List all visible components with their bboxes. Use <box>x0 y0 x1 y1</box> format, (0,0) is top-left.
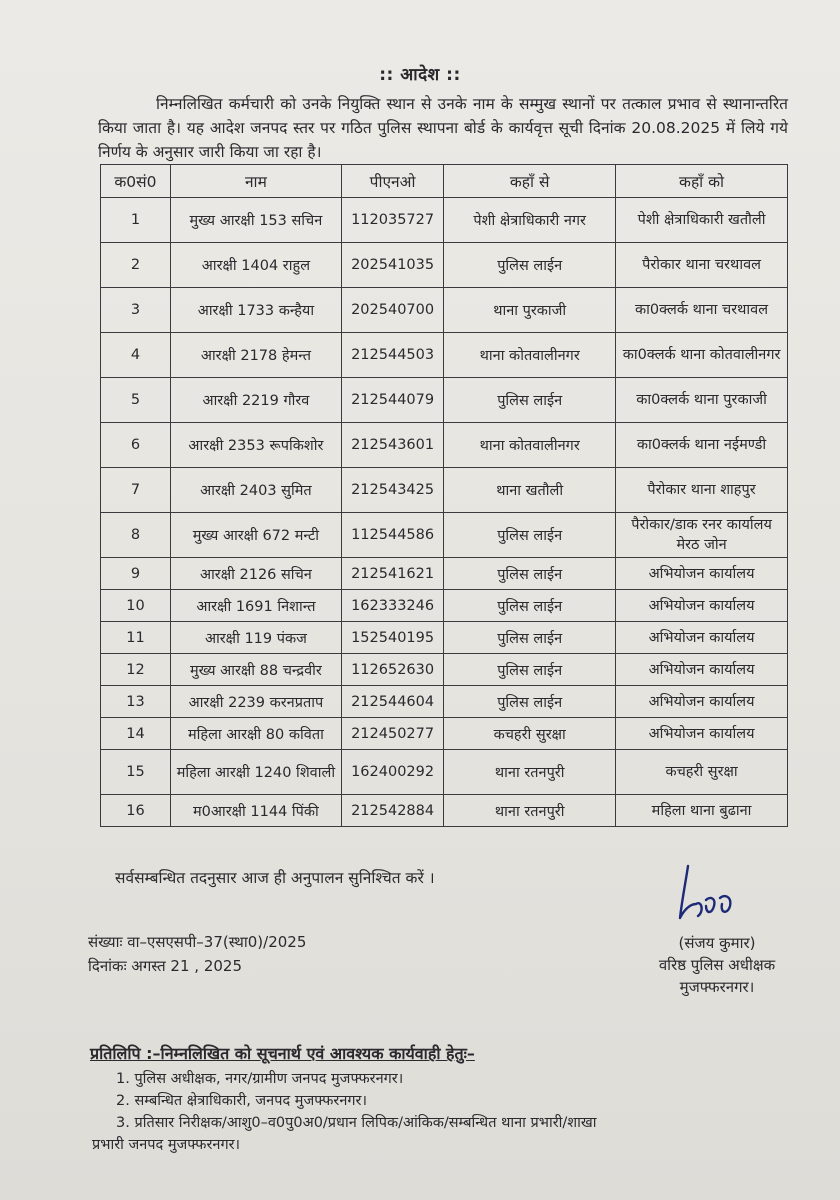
cell-sno: 1 <box>101 198 171 243</box>
table-row <box>101 333 788 378</box>
cell-sno: 13 <box>101 686 171 718</box>
cell-sno: 10 <box>101 590 171 622</box>
cell-pno: 212542884 <box>341 795 443 827</box>
cell-pno: 162400292 <box>341 750 443 795</box>
table-row <box>101 558 788 590</box>
cell-sno: 11 <box>101 622 171 654</box>
col-header-from: कहाँ से <box>444 165 616 198</box>
cell-pno: 202540700 <box>341 288 443 333</box>
signature-image <box>640 860 800 930</box>
officer-block <box>632 932 802 998</box>
cell-from: थाना पुरकाजी <box>444 288 616 333</box>
table-row <box>101 423 788 468</box>
cell-sno: 3 <box>101 288 171 333</box>
cell-to: अभियोजन कार्यालय <box>616 718 788 750</box>
table-row <box>101 198 788 243</box>
cell-name: आरक्षी 2219 गौरव <box>170 378 341 423</box>
cell-sno: 12 <box>101 654 171 686</box>
cell-to: पैरोकार थाना चरथावल <box>616 243 788 288</box>
transfer-table <box>100 164 788 827</box>
cell-to: अभियोजन कार्यालय <box>616 558 788 590</box>
cell-from: पुलिस लाईन <box>444 590 616 622</box>
officer-name: (संजय कुमार) <box>678 934 756 952</box>
cell-to: अभियोजन कार्यालय <box>616 654 788 686</box>
cell-sno: 6 <box>101 423 171 468</box>
col-header-name: नाम <box>170 165 341 198</box>
cell-sno: 9 <box>101 558 171 590</box>
cell-pno: 162333246 <box>341 590 443 622</box>
cell-from: थाना रतनपुरी <box>444 795 616 827</box>
copy-list <box>92 1068 772 1156</box>
cell-pno: 152540195 <box>341 622 443 654</box>
cell-sno: 4 <box>101 333 171 378</box>
cell-from: पुलिस लाईन <box>444 243 616 288</box>
cell-name: मुख्य आरक्षी 672 मन्टी <box>170 513 341 558</box>
cell-sno: 2 <box>101 243 171 288</box>
cell-pno: 112035727 <box>341 198 443 243</box>
table-row <box>101 288 788 333</box>
cell-sno: 15 <box>101 750 171 795</box>
col-header-pno: पीएनओ <box>341 165 443 198</box>
table-row <box>101 654 788 686</box>
table-row <box>101 378 788 423</box>
cell-name: मुख्य आरक्षी 153 सचिन <box>170 198 341 243</box>
cell-name: आरक्षी 2126 सचिन <box>170 558 341 590</box>
cell-pno: 212543425 <box>341 468 443 513</box>
table-row <box>101 686 788 718</box>
cell-to: का0क्लर्क थाना नईमण्डी <box>616 423 788 468</box>
cell-name: आरक्षी 1691 निशान्त <box>170 590 341 622</box>
reference-date: दिनांकः अगस्त 21 , 2025 <box>88 957 243 975</box>
table-row <box>101 468 788 513</box>
col-header-to: कहाँ को <box>616 165 788 198</box>
cell-pno: 202541035 <box>341 243 443 288</box>
cell-from: पेशी क्षेत्राधिकारी नगर <box>444 198 616 243</box>
cell-pno: 112652630 <box>341 654 443 686</box>
compliance-note: सर्वसम्बन्धित तदनुसार आज ही अनुपालन सुनिश्चित करें । <box>115 869 435 887</box>
copy-heading: प्रतिलिपि :–निम्नलिखित को सूचनार्थ एवं आवश्यक कार्यवाही हेतुः– <box>90 1044 475 1063</box>
order-intro-paragraph: निम्नलिखित कर्मचारी को उनके नियुक्ति स्थान से उनके नाम के सम्मुख स्थानों पर तत्काल प्रभाव से स्थानान्तरित किया जाता है। यह आदेश जनपद स्तर पर गठित पुलिस स्थापना बोर्ड के कार्यवृत्त सूची दिनांक 20.08.2025 में लिये गये निर्णय के अनुसार जारी किया जा रहा है। <box>98 95 788 161</box>
cell-from: पुलिस लाईन <box>444 622 616 654</box>
cell-pno: 212544503 <box>341 333 443 378</box>
cell-pno: 212543601 <box>341 423 443 468</box>
cell-sno: 14 <box>101 718 171 750</box>
cell-to: अभियोजन कार्यालय <box>616 686 788 718</box>
cell-from: थाना रतनपुरी <box>444 750 616 795</box>
cell-sno: 16 <box>101 795 171 827</box>
cell-pno: 212544079 <box>341 378 443 423</box>
cell-pno: 212450277 <box>341 718 443 750</box>
table-row <box>101 795 788 827</box>
copy-item: 3. प्रतिसार निरीक्षक/आशु0–व0पु0अ0/प्रधान लिपिक/आंकिक/सम्बन्धित थाना प्रभारी/शाखा <box>116 1115 597 1131</box>
cell-pno: 212541621 <box>341 558 443 590</box>
cell-to: पैरोकार थाना शाहपुर <box>616 468 788 513</box>
officer-district: मुजफ्फरनगर। <box>679 978 755 996</box>
cell-to: का0क्लर्क थाना कोतवालीनगर <box>616 333 788 378</box>
cell-name: आरक्षी 1404 राहुल <box>170 243 341 288</box>
table-row <box>101 750 788 795</box>
cell-to: का0क्लर्क थाना पुरकाजी <box>616 378 788 423</box>
cell-name: म0आरक्षी 1144 पिंकी <box>170 795 341 827</box>
cell-to: का0क्लर्क थाना चरथावल <box>616 288 788 333</box>
cell-name: महिला आरक्षी 80 कविता <box>170 718 341 750</box>
cell-name: आरक्षी 2178 हेमन्त <box>170 333 341 378</box>
cell-from: थाना कोतवालीनगर <box>444 423 616 468</box>
cell-name: महिला आरक्षी 1240 शिवाली <box>170 750 341 795</box>
cell-from: थाना खतौली <box>444 468 616 513</box>
cell-from: थाना कोतवालीनगर <box>444 333 616 378</box>
cell-from: पुलिस लाईन <box>444 558 616 590</box>
table-header-row <box>101 165 788 198</box>
cell-to: महिला थाना बुढाना <box>616 795 788 827</box>
cell-name: आरक्षी 1733 कन्हैया <box>170 288 341 333</box>
cell-to: अभियोजन कार्यालय <box>616 622 788 654</box>
cell-to: पेशी क्षेत्राधिकारी खतौली <box>616 198 788 243</box>
cell-name: आरक्षी 119 पंकज <box>170 622 341 654</box>
cell-name: आरक्षी 2353 रूपकिशोर <box>170 423 341 468</box>
table-row <box>101 718 788 750</box>
table-row <box>101 590 788 622</box>
cell-name: आरक्षी 2239 करनप्रताप <box>170 686 341 718</box>
table-row <box>101 243 788 288</box>
officer-designation: वरिष्ठ पुलिस अधीक्षक <box>658 956 776 974</box>
cell-sno: 7 <box>101 468 171 513</box>
cell-name: मुख्य आरक्षी 88 चन्द्रवीर <box>170 654 341 686</box>
document-title: :: आदेश :: <box>379 65 461 85</box>
table-row <box>101 622 788 654</box>
cell-pno: 212544604 <box>341 686 443 718</box>
cell-to: कचहरी सुरक्षा <box>616 750 788 795</box>
table-row <box>101 513 788 558</box>
copy-item: 2. सम्बन्धित क्षेत्राधिकारी, जनपद मुजफ्फरनगर। <box>116 1093 367 1109</box>
cell-from: कचहरी सुरक्षा <box>444 718 616 750</box>
reference-number: संख्याः वा–एसएसपी–37(स्था0)/2025 <box>88 933 307 951</box>
cell-from: पुलिस लाईन <box>444 378 616 423</box>
cell-pno: 112544586 <box>341 513 443 558</box>
cell-from: पुलिस लाईन <box>444 513 616 558</box>
copy-item: 1. पुलिस अधीक्षक, नगर/ग्रामीण जनपद मुजफ्फरनगर। <box>116 1071 404 1087</box>
cell-name: आरक्षी 2403 सुमित <box>170 468 341 513</box>
copy-item-continuation: प्रभारी जनपद मुजफ्फरनगर। <box>92 1137 241 1153</box>
cell-to: पैरोकार/डाक रनर कार्यालय मेरठ जोन <box>616 513 788 558</box>
cell-from: पुलिस लाईन <box>444 654 616 686</box>
cell-sno: 5 <box>101 378 171 423</box>
cell-sno: 8 <box>101 513 171 558</box>
cell-to: अभियोजन कार्यालय <box>616 590 788 622</box>
col-header-sno: क0सं0 <box>101 165 171 198</box>
cell-from: पुलिस लाईन <box>444 686 616 718</box>
reference-block <box>88 930 306 978</box>
